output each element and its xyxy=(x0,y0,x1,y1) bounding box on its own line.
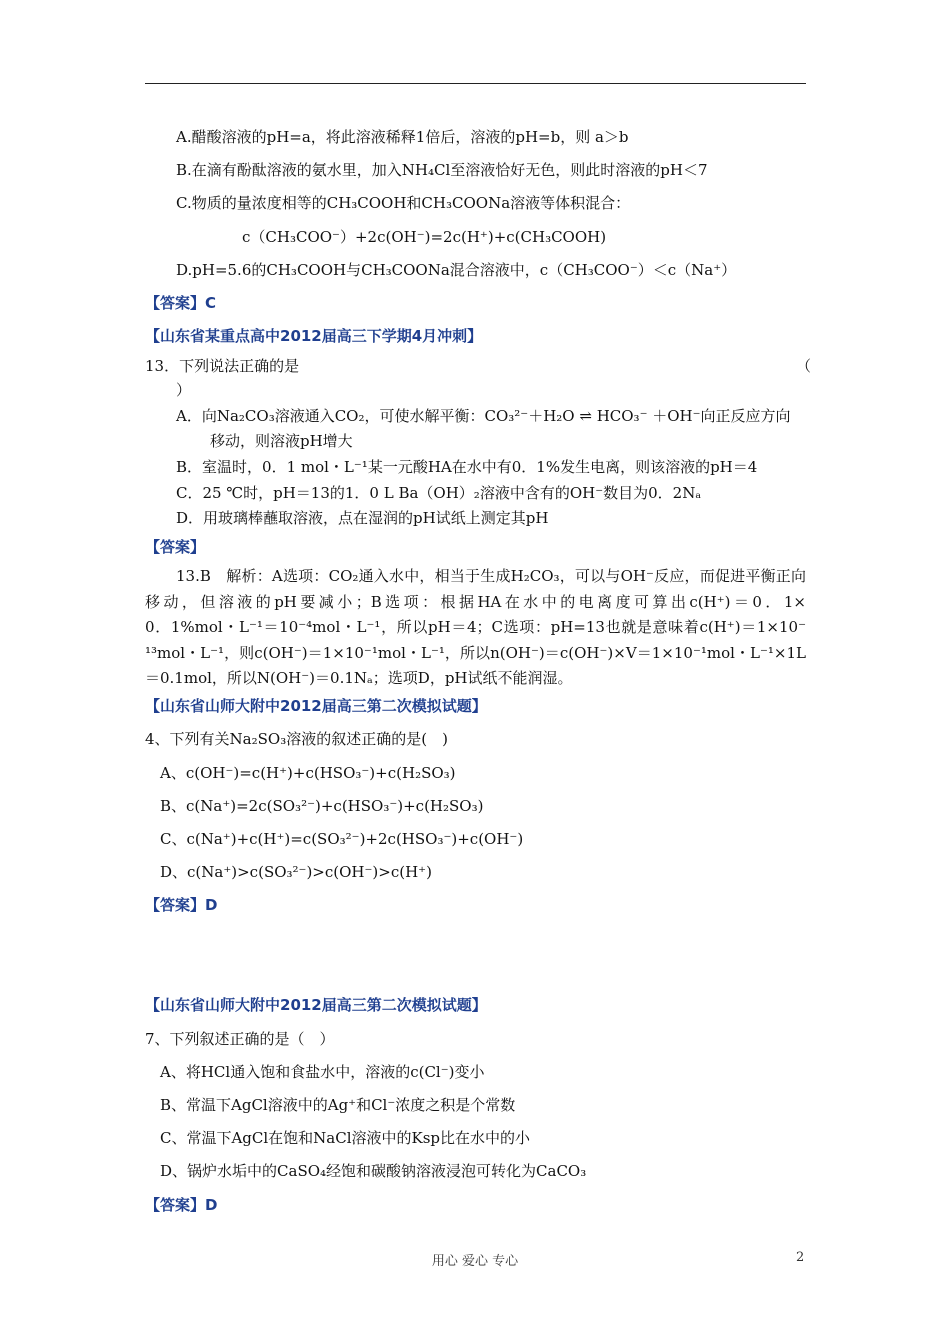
q12-a-text: A.醋酸溶液的pH=a，将此溶液稀释1倍后，溶液的pH=b，则 a＞b xyxy=(176,128,629,146)
page-number: 2 xyxy=(796,1250,805,1265)
q13-d-text: D．用玻璃棒蘸取溶液，点在湿润的pH试纸上测定其pH xyxy=(176,509,549,527)
q13-exp1-text: 13.B 解析：A选项：CO₂通入水中，相当于生成H₂CO₃，可以与OH⁻反应，而促进平衡正向 xyxy=(176,567,806,585)
q13-c-text: C．25 ℃时，pH＝13的1．0 L Ba（OH）₂溶液中含有的OH⁻数目为0．2Nₐ xyxy=(176,484,702,502)
q12-c-eq-text: c（CH₃COO⁻）+2c(OH⁻)=2c(H⁺)+c(CH₃COOH) xyxy=(242,228,607,246)
q7-b-text: B、常温下AgCl溶液中的Ag⁺和Cl⁻浓度之积是个常数 xyxy=(160,1096,516,1114)
q13-stem-text: 13．下列说法正确的是 xyxy=(145,357,300,375)
src-1-text: 【山东省某重点高中2012届高三下学期4月冲刺】 xyxy=(145,327,483,345)
header-rule xyxy=(145,83,806,84)
q4-answer-text: 【答案】D xyxy=(145,896,218,914)
q7-a-text: A、将HCl通入饱和食盐水中，溶液的c(Cl⁻)变小 xyxy=(160,1063,485,1081)
q13-exp2-text: 移动，但溶液的pH要减小；B选项：根据HA在水中的电离度可算出c(H⁺)＝0．1× xyxy=(145,593,806,611)
src-2-text: 【山东省山师大附中2012届高三第二次模拟试题】 xyxy=(145,697,487,715)
q13-paren-open-text: （ xyxy=(796,357,812,375)
q7-stem-text: 7、下列叙述正确的是（ ） xyxy=(145,1030,335,1048)
q7-answer-text: 【答案】D xyxy=(145,1196,218,1214)
q12-c-text: C.物质的量浓度相等的CH₃COOH和CH₃COONa溶液等体积混合： xyxy=(176,194,631,212)
q12-d-text: D.pH=5.6的CH₃COOH与CH₃COONa混合溶液中，c（CH₃COO⁻）＜c（Na⁺） xyxy=(176,261,737,279)
q13-b-text: B．室温时，0．1 mol・L⁻¹某一元酸HA在水中有0．1%发生电离，则该溶液的pH＝4 xyxy=(176,458,758,476)
q13-a2-text: 移动，则溶液pH增大 xyxy=(210,432,353,450)
q13-paren-close-text: ） xyxy=(176,381,192,399)
q4-a-text: A、c(OH⁻)=c(H⁺)+c(HSO₃⁻)+c(H₂SO₃) xyxy=(160,764,456,782)
q12-b-text: B.在滴有酚酞溶液的氨水里，加入NH₄Cl至溶液恰好无色，则此时溶液的pH＜7 xyxy=(176,161,708,179)
q4-b-text: B、c(Na⁺)=2c(SO₃²⁻)+c(HSO₃⁻)+c(H₂SO₃) xyxy=(160,797,484,815)
src-3-text: 【山东省山师大附中2012届高三第二次模拟试题】 xyxy=(145,996,487,1014)
footer-slogan: 用心 爱心 专心 xyxy=(431,1254,519,1269)
q4-stem-text: 4、下列有关Na₂SO₃溶液的叙述正确的是( ) xyxy=(145,730,448,748)
q13-exp3-text: 0．1%mol・L⁻¹＝10⁻⁴mol・L⁻¹，所以pH＝4；C选项：pH=13也就是意味着c(H⁺)＝1×10⁻ xyxy=(145,618,806,636)
q13-exp4-text: ¹³mol・L⁻¹，则c(OH⁻)＝1×10⁻¹mol・L⁻¹，所以n(OH⁻)＝c(OH⁻)×V＝1×10⁻¹mol・L⁻¹×1L xyxy=(145,644,806,662)
q13-a1-text: A．向Na₂CO₃溶液通入CO₂，可使水解平衡：CO₃²⁻＋H₂O ⇌ HCO₃⁻ ＋OH⁻向正反应方向 xyxy=(176,407,791,425)
q7-c-text: C、常温下AgCl在饱和NaCl溶液中的Ksp比在水中的小 xyxy=(160,1129,531,1147)
q12-answer-text: 【答案】C xyxy=(145,294,217,312)
q13-exp5-text: ＝0.1mol，所以N(OH⁻)＝0.1Nₐ；选项D，pH试纸不能润湿。 xyxy=(145,669,573,687)
q4-d-text: D、c(Na⁺)>c(SO₃²⁻)>c(OH⁻)>c(H⁺) xyxy=(160,863,432,881)
q13-answer-text: 【答案】 xyxy=(145,538,206,556)
q7-d-text: D、锅炉水垢中的CaSO₄经饱和碳酸钠溶液浸泡可转化为CaCO₃ xyxy=(160,1162,587,1180)
q4-c-text: C、c(Na⁺)+c(H⁺)=c(SO₃²⁻)+2c(HSO₃⁻)+c(OH⁻) xyxy=(160,830,524,848)
